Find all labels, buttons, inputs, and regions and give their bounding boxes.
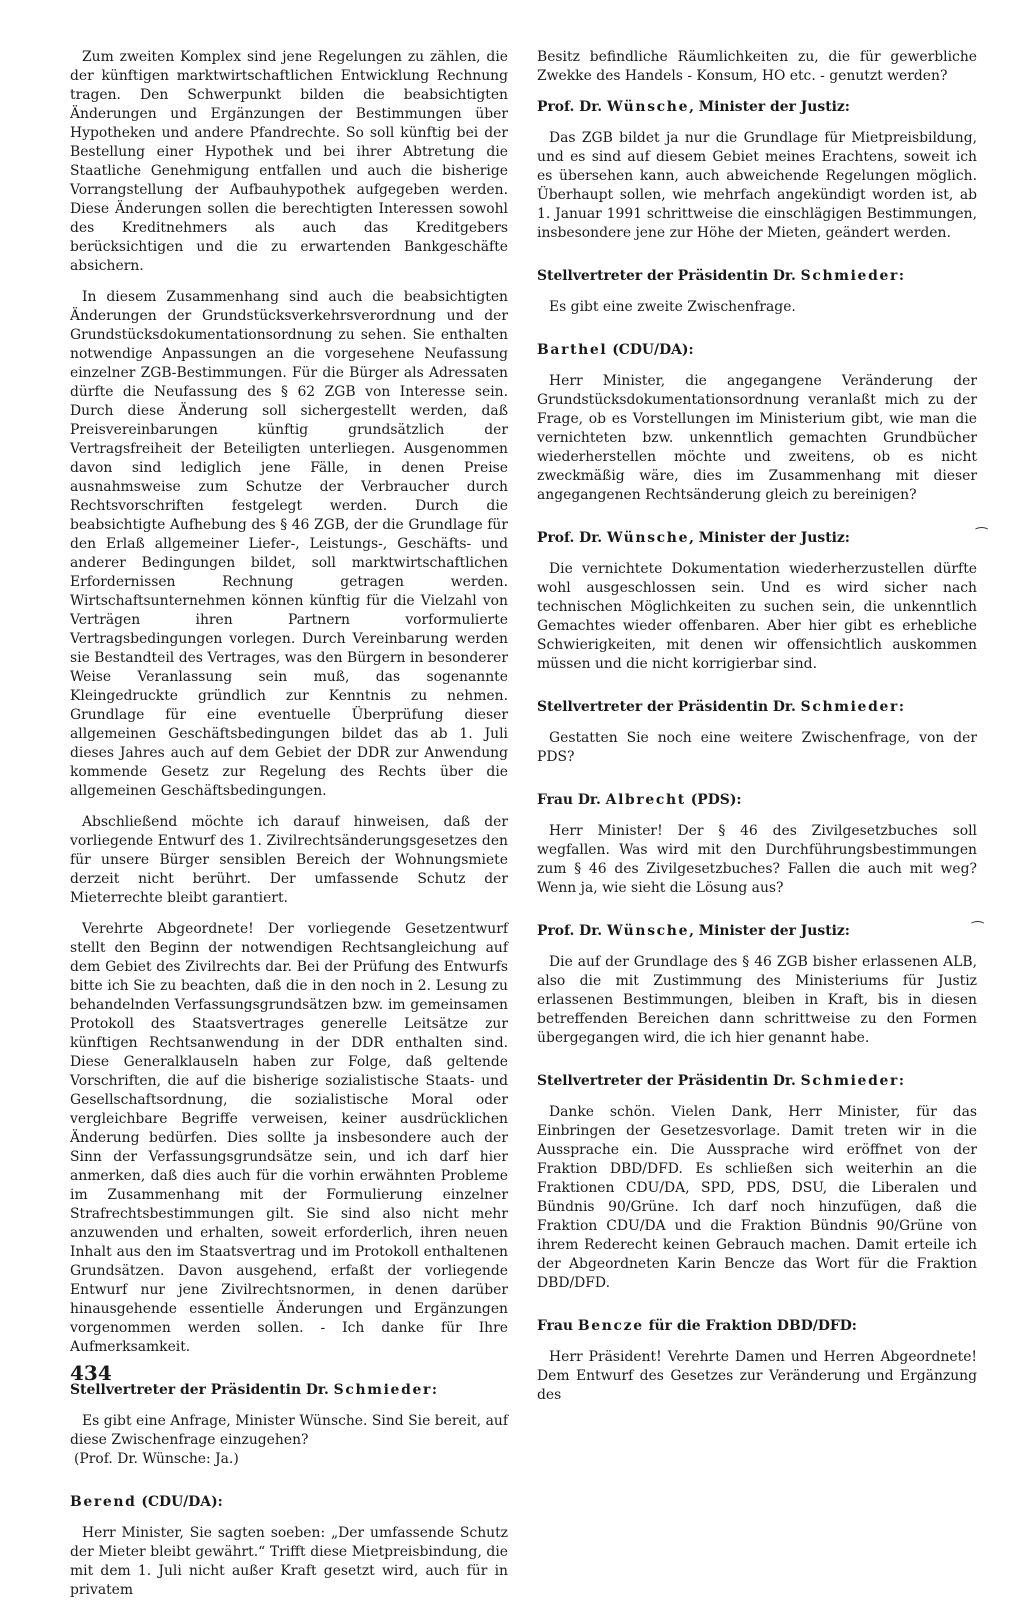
paragraph: Das ZGB bildet ja nur die Grundlage für Mietpreisbildung, und es sind auf diesem Gebiet meines Erachtens, soweit ich es übersehen kann, auch abweichende Regelungen möglich. Überhaupt sollen, wie mehrfach angekündigt worden ist, ab 1. Januar 1991 schrittweise die einschlägigen Bestimmungen, insbesondere jene zur Höhe der Mieten, geändert werden. <box>537 130 977 241</box>
speaker-name: Wünsche <box>606 99 690 115</box>
paragraph: Verehrte Abgeordnete! Der vorliegende Gesetzentwurf stellt den Beginn der notwendigen Rechtsangleichung auf dem Gebiet des Zivilrechts dar. Bei der Prüfung des Entwurfs bitte ich Sie zu beachten, daß die in den noch in 2. Lesung zu behandelnden Verfassungsgrundsätzen bzw. im gemeinsamen Protokoll des Staatsvertrages generelle Leitsätze zur künftigen Rechtsanwendung in der DDR enthalten sind. Diese Generalklauseln haben zur Folge, daß geltende Vorschriften, die auf die bisherige sozialistische Staats- und Gesellschaftsordnung, die sozialistische Moral oder vergleichbare Begriffe verweisen, keiner ausdrücklichen Änderung bedürfen. Dies sollte ja insbesondere auch der Sinn der Verfassungsgrundsätze sein, und ich darf hier anmerken, daß dies auch für die vorhin erwähnten Probleme im Zusammenhang mit der Formulierung einzelner Strafrechtsbestimmungen gilt. Sie sind also nicht mehr anzuwenden und erhalten, soweit erforderlich, ihren neuen Inhalt aus den im Staatsvertrag und im Protokoll enthaltenen Grundsätzen. Davon ausgehend, erfaßt der vorliegende Entwurf nur jene Zivilrechtsnormen, in denen darüber hinausgehende essentielle Änderungen und Ergänzungen vorgenommen werden sollen. - Ich danke für Ihre Aufmerksamkeit. <box>70 921 508 1355</box>
paragraph: Herr Präsident! Verehrte Damen und Herren Abgeordnete! Dem Entwurf des Gesetzes zur Veränderung und Ergänzung des <box>537 1349 977 1403</box>
paragraph: Die auf der Grundlage des § 46 ZGB bisher erlassenen ALB, also die mit Zustimmung des Ministeriums für Justiz erlassenen Bestimmungen, bleiben in Kraft, bis in diesen betreffenden Bereichen dann schrittweise zu den Formen übergegangen wird, die ich hier genannt habe. <box>537 954 977 1046</box>
paragraph: Abschließend möchte ich darauf hinweisen, daß der vorliegende Entwurf des 1. Zivilrechtsänderungsgesetzes den für unsere Bürger sensiblen Bereich der Wohnungsmiete derzeit nicht berührt. Der umfassende Schutz der Mieterrechte bleibt garantiert. <box>70 814 508 906</box>
paragraph: Die vernichtete Dokumentation wiederherzustellen dürfte wohl ausgeschlossen sein. Und es wird sicher nach technischen Möglichkeiten zu suchen sein, die unkenntlich Gemachtes wieder offenbaren. Aber hier gibt es erhebliche Schwierigkeiten, mit denen wir offensichtlich auskommen müssen und die nicht korrigierbar sind. <box>537 561 977 672</box>
paragraph: In diesem Zusammenhang sind auch die beabsichtigten Änderungen der Grundstücksverkehrsverordnung und der Grundstücksdokumentationsordnung zu sehen. Sie enthalten notwendige Anpassungen an die vorgesehene Neufassung einzelner ZGB-Bestimmungen. Für die Bürger als Adressaten dürfte die Neufassung des § 62 ZGB von Interesse sein. Durch diese Änderung soll sichergestellt werden, daß Preisvereinbarungen künftig grundsätzlich der Vertragsfreiheit der Beteiligten unterliegen. Ausgenommen davon sind lediglich jene Fälle, in denen Preise ausnahmsweise zum Schutze der Verbraucher durch Rechtsvorschriften festgelegt werden. Durch die beabsichtigte Aufhebung des § 46 ZGB, der die Grundlage für den Erlaß allgemeiner Liefer-, Leistungs-, Geschäfts- und anderer Bedingungen bildet, soll marktwirtschaftlichen Erfordernissen Rechnung getragen werden. Wirtschaftsunternehmen können künftig für die Vielzahl von Verträgen ihren Partnern vorformulierte Vertragsbedingungen vorlegen. Durch Vereinbarung werden sie Bestandteil des Vertrages, was den Bürgern in besonderer Weise Veranlassung sein muß, das sogenannte Kleingedruckte gründlich zur Kenntnis zu nehmen. Grundlage für eine eventuelle Überprüfung dieser allgemeinen Geschäftsbedingungen bildet das ab 1. Juli dieses Jahres auch auf dem Gebiet der DDR zur Anwendung kommende Gesetz zur Regelung des Rechts über die allgemeinen Geschäftsbedingungen. <box>70 289 508 799</box>
speaker-name: Schmieder: <box>800 1073 906 1089</box>
paragraph: Danke schön. Vielen Dank, Herr Minister, für das Einbringen der Gesetzesvorlage. Damit treten wir in die Aussprache ein. Die Aussprache wird eröffnet von der Fraktion DBD/DFD. Es schließen sich weiterhin an die Fraktionen CDU/DA, SPD, PDS, DSU, die Liberalen und Bündnis 90/Grüne. Ich darf noch hinzufügen, daß die Fraktion CDU/DA und die Fraktion Bündnis 90/Grüne von ihrem Rederecht keinen Gebrauch machen. Damit erteile ich der Abgeordneten Karin Bencze das Wort für die Fraktion DBD/DFD. <box>537 1104 977 1291</box>
speaker-title: Frau <box>537 1318 578 1334</box>
speaker-name: Schmieder: <box>800 699 906 715</box>
speaker-name: Barthel <box>537 342 608 358</box>
paragraph: Gestatten Sie noch eine weitere Zwischenfrage, von der PDS? <box>537 730 977 765</box>
speaker-role: , Minister der Justiz: <box>689 923 850 939</box>
speaker-name: Wünsche <box>606 530 690 546</box>
speaker-heading <box>537 529 977 548</box>
speaker-party: (CDU/DA): <box>607 342 694 358</box>
speaker-heading <box>70 1381 508 1400</box>
paragraph: Es gibt eine Anfrage, Minister Wünsche. Sind Sie bereit, auf diese Zwischenfrage einzugehen? <box>70 1413 508 1448</box>
speaker-title: Stellvertreter der Präsidentin Dr. <box>537 1073 801 1089</box>
left-column <box>70 48 508 1612</box>
speaker-heading <box>537 922 977 941</box>
speaker-title: Stellvertreter der Präsidentin Dr. <box>537 699 801 715</box>
speaker-heading <box>537 698 977 717</box>
speaker-heading <box>537 791 977 810</box>
speaker-title: Prof. Dr. <box>537 923 607 939</box>
speaker-role: , Minister der Justiz: <box>689 99 850 115</box>
speaker-heading <box>537 341 977 360</box>
speaker-name: Berend <box>70 1494 137 1510</box>
paragraph: Es gibt eine zweite Zwischenfrage. <box>549 299 796 315</box>
speaker-title: Prof. Dr. <box>537 99 607 115</box>
speaker-heading <box>70 1493 508 1512</box>
speaker-party: (CDU/DA): <box>136 1494 223 1510</box>
paragraph: Besitz befindliche Räumlichkeiten zu, die für gewerbliche Zwekke des Handels - Konsum, HO etc. - genutzt werden? <box>537 49 977 84</box>
speaker-role: für die Fraktion DBD/DFD: <box>643 1318 857 1334</box>
speaker-title: Stellvertreter der Präsidentin Dr. <box>537 268 801 284</box>
right-column <box>537 48 977 1417</box>
speaker-title: Stellvertreter der Präsidentin Dr. <box>70 1382 334 1398</box>
paragraph: Herr Minister, die angegangene Veränderung der Grundstücksdokumentationsordnung veranlaßt mich zu der Frage, ob es Vorstellungen im Ministerium gibt, wie man die vernichteten bzw. unkenntlich gemachten Grundbücher wiederherstellen möchte und zweitens, ob es nicht zweckmäßig wäre, dies im Zusammenhang mit dieser angegangenen Rechtsänderung gleich zu bereinigen? <box>537 373 977 503</box>
speaker-name: Albrecht <box>605 792 686 808</box>
paragraph: Herr Minister! Der § 46 des Zivilgesetzbuches soll wegfallen. Was wird mit den Durchführungsbestimmungen zum § 46 des Zivilgesetzbuches? Fallen die auch mit weg? Wenn ja, wie sieht die Lösung aus? <box>537 823 977 896</box>
interjection: (Prof. Dr. Wünsche: Ja.) <box>74 1451 239 1467</box>
speaker-title: Prof. Dr. <box>537 530 607 546</box>
scan-mark: ⁀ <box>972 922 984 938</box>
speaker-name: Wünsche <box>606 923 690 939</box>
speaker-role: , Minister der Justiz: <box>689 530 850 546</box>
page-number: 434 <box>70 1361 112 1385</box>
speaker-party: (PDS): <box>685 792 742 808</box>
speaker-name: Bencze <box>577 1318 644 1334</box>
speaker-name: Schmieder: <box>800 268 906 284</box>
paragraph: Zum zweiten Komplex sind jene Regelungen zu zählen, die der künftigen marktwirtschaftlichen Entwicklung Rechnung tragen. Den Schwerpunkt bilden die beabsichtigten Änderungen und Ergänzungen der Bestimmungen über Hypotheken und andere Pfandrechte. So soll künftig bei der Bestellung einer Hypothek und bei ihrer Abtretung die Staatliche Genehmigung entfallen und auch die bisherige Vorrangstellung der Aufbauhypothek aufgegeben werden. Diese Änderungen sollen die berechtigten Interessen sowohl des Kreditnehmers als auch das Kreditgebers berücksichtigen und die zu erwartenden Bankgeschäfte absichern. <box>70 49 508 274</box>
speaker-heading <box>537 1072 977 1091</box>
speaker-name: Schmieder: <box>333 1382 439 1398</box>
speaker-heading <box>537 267 977 286</box>
scan-mark: ⁀ <box>976 528 988 544</box>
speaker-heading <box>537 98 977 117</box>
speaker-title: Frau Dr. <box>537 792 606 808</box>
paragraph: Herr Minister, Sie sagten soeben: „Der umfassende Schutz der Mieter bleibt gewährt.“ Trifft diese Mietpreisbindung, die mit dem 1. Juli nicht außer Kraft gesetzt wird, auch für in privatem <box>70 1525 508 1598</box>
speaker-heading <box>537 1317 977 1336</box>
